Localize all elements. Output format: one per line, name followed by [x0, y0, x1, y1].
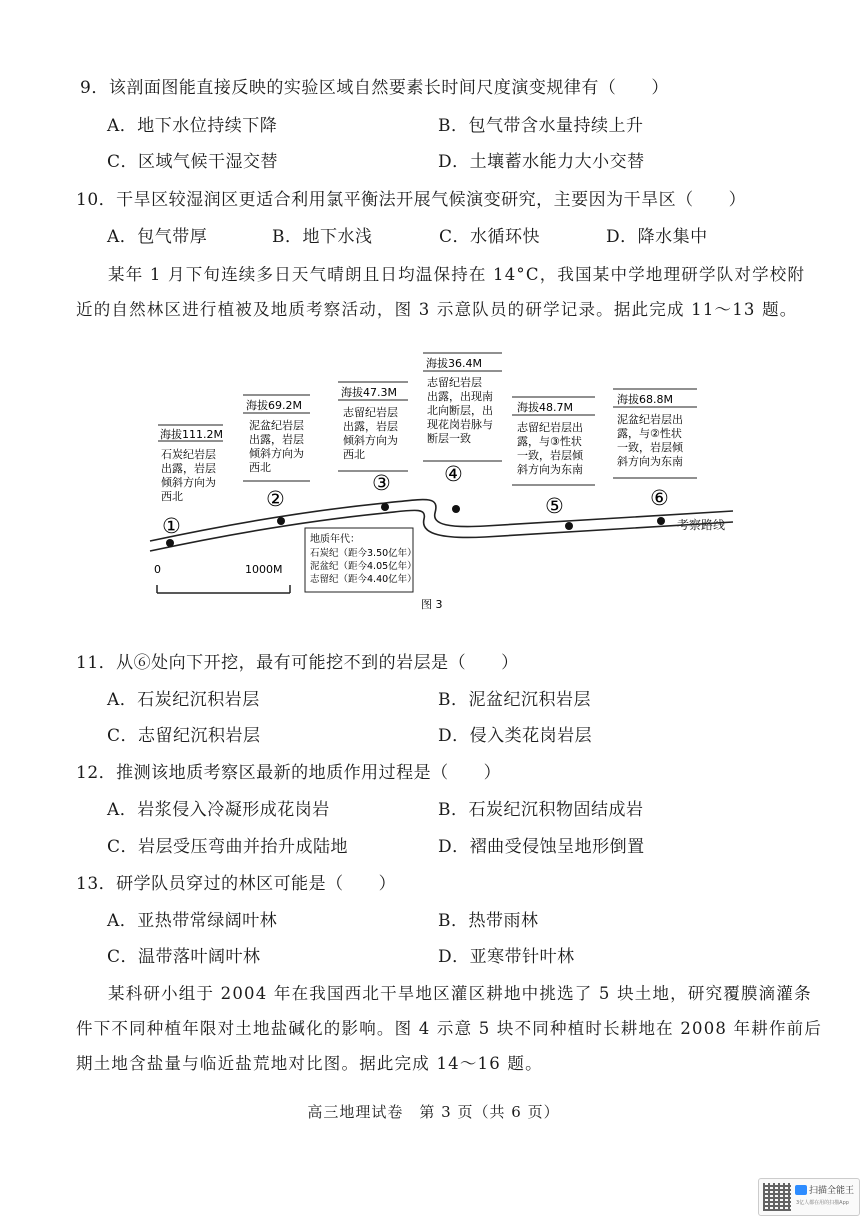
- scanner-watermark: [758, 1178, 860, 1216]
- scale-bar: [154, 563, 290, 593]
- station-5-number: ⑤: [545, 494, 564, 518]
- q12-option-c: C．岩层受压弯曲并抬升成陆地: [107, 837, 349, 857]
- route-label: 考察路线: [677, 518, 726, 532]
- station-5-line-1: 志留纪岩层出: [517, 421, 583, 434]
- question-13-stem: 13．研学队员穿过的林区可能是（ ）: [76, 874, 397, 894]
- q11-option-a: A．石炭纪沉积岩层: [107, 690, 260, 710]
- station-point-2: [277, 517, 285, 525]
- q12-option-a: A．岩浆侵入冷凝形成花岗岩: [107, 800, 330, 820]
- station-box-6: [613, 389, 697, 510]
- q10-option-b: B．地下水浅: [272, 227, 373, 247]
- q10-option-c: C．水循环快: [439, 227, 541, 247]
- scanner-tagline: 3亿人都在用的扫描App: [796, 1200, 849, 1206]
- q9-option-b: B．包气带含水量持续上升: [438, 116, 644, 136]
- page-footer: 高三地理试卷 第 3 页（共 6 页）: [307, 1103, 560, 1121]
- station-4-line-5: 断层一致: [427, 432, 471, 445]
- station-1-line-1: 石炭纪岩层: [161, 448, 216, 461]
- station-box-2: [243, 395, 310, 511]
- q9-option-c: C．区域气候干湿交替: [107, 152, 279, 172]
- q13-option-d: D．亚寒带针叶林: [438, 947, 575, 967]
- material-11-13-line1: 某年 1 月下旬连续多日天气晴朗且日均温保持在 14°C，我国某中学地理研学队对学校附: [108, 265, 806, 284]
- station-6-line-4: 斜方向为东南: [617, 455, 683, 468]
- station-6-altitude: 海拔68.8M: [617, 393, 673, 406]
- station-2-number: ②: [266, 487, 285, 511]
- svg-text:志留纪岩层出 露，与③性状 一致，岩: [517, 420, 587, 476]
- station-point-6: [657, 517, 665, 525]
- legend-row-devonian: 泥盆纪（距今4.05亿年）: [310, 561, 417, 572]
- qr-code-icon: [763, 1183, 791, 1211]
- question-9-stem: 9．该剖面图能直接反映的实验区域自然要素长时间尺度演变规律有（ ）: [80, 78, 669, 98]
- scale-zero: 0: [154, 563, 161, 576]
- station-1-altitude: 海拔111.2M: [160, 428, 223, 441]
- station-3-number: ③: [372, 471, 391, 495]
- q12-option-d: D．褶曲受侵蚀呈地形倒置: [438, 837, 645, 857]
- station-box-1: [158, 425, 223, 538]
- station-4-altitude: 海拔36.4M: [426, 357, 482, 370]
- station-5-line-2: 露，与③性状: [517, 435, 582, 448]
- station-box-4: [423, 353, 502, 486]
- figure-3-route-diagram: [145, 345, 735, 620]
- material-14-16-line3: 期土地含盐量与临近盐荒地对比图。据此完成 14～16 题。: [76, 1054, 543, 1073]
- station-3-altitude: 海拔47.3M: [341, 386, 397, 399]
- station-6-line-3: 一致，岩层倾: [617, 441, 683, 454]
- station-5-line-3: 一致，岩层倾: [517, 449, 583, 462]
- legend-title: 地质年代：: [310, 534, 360, 545]
- station-point-1: [166, 539, 174, 547]
- station-6-line-1: 泥盆纪岩层出: [617, 413, 683, 426]
- station-3-line-3: 倾斜方向为: [343, 434, 398, 447]
- station-6-line-2: 露，与②性状: [617, 427, 682, 440]
- station-2-line-2: 出露，岩层: [249, 433, 304, 446]
- q13-option-c: C．温带落叶阔叶林: [107, 947, 261, 967]
- scale-length: 1000M: [245, 563, 283, 576]
- material-11-13-line2: 近的自然林区进行植被及地质考察活动，图 3 示意队员的研学记录。据此完成 11～13 题。: [76, 300, 798, 319]
- station-2-altitude: 海拔69.2M: [246, 399, 302, 412]
- station-3-line-1: 志留纪岩层: [343, 406, 398, 419]
- station-5-altitude: 海拔48.7M: [517, 401, 573, 414]
- station-point-3: [381, 503, 389, 511]
- q11-option-b: B．泥盆纪沉积岩层: [438, 690, 591, 710]
- station-4-line-1: 志留纪岩层: [427, 376, 482, 389]
- figure-3-caption: 图 3: [421, 598, 443, 611]
- material-14-16-line1: 某科研小组于 2004 年在我国西北干旱地区灌区耕地中挑选了 5 块土地，研究覆膜滴灌条: [108, 984, 812, 1003]
- legend-row-carboniferous: 石炭纪（距今3.50亿年）: [310, 548, 417, 559]
- question-10-stem: 10．干旱区较湿润区更适合利用氯平衡法开展气候演变研究，主要因为干旱区（ ）: [76, 190, 747, 210]
- svg-text:泥盆纪岩层 出露，岩层 倾斜方向为: [249, 418, 308, 474]
- svg-text:石炭纪岩层 出露，岩层 倾斜方向为: [161, 447, 220, 503]
- station-2-line-3: 倾斜方向为: [249, 447, 304, 460]
- scanner-brand: 扫描全能王: [809, 1186, 855, 1196]
- station-2-line-4: 西北: [249, 461, 271, 474]
- legend-row-silurian: 志留纪（距今4.40亿年）: [310, 574, 417, 585]
- q11-option-d: D．侵入类花岗岩层: [438, 726, 593, 746]
- svg-text:泥盆纪岩层出 露，与②性状 一致，岩: [617, 412, 687, 468]
- station-3-line-4: 西北: [343, 448, 365, 461]
- station-box-5: [512, 397, 595, 518]
- svg-text:志留纪岩层 出露，出现南 北向断层，: [427, 375, 497, 445]
- q13-option-b: B．热带雨林: [438, 911, 539, 931]
- station-4-line-3: 北向断层，出: [427, 404, 493, 417]
- scanner-logo-icon: [795, 1185, 807, 1195]
- station-6-number: ⑥: [650, 486, 669, 510]
- station-1-number: ①: [162, 514, 181, 538]
- q10-option-a: A．包气带厚: [107, 227, 208, 247]
- station-5-line-4: 斜方向为东南: [517, 463, 583, 476]
- q13-option-a: A．亚热带常绿阔叶林: [107, 911, 278, 931]
- station-4-line-2: 出露，出现南: [427, 390, 493, 403]
- question-12-stem: 12．推测该地质考察区最新的地质作用过程是（ ）: [76, 763, 502, 783]
- station-1-line-4: 西北: [161, 490, 183, 503]
- geologic-era-legend: [305, 528, 417, 592]
- material-14-16-line2: 件下不同种植年限对土地盐碱化的影响。图 4 示意 5 块不同种植时长耕地在 2008 年耕作前后: [76, 1019, 823, 1038]
- q10-option-d: D．降水集中: [606, 227, 708, 247]
- station-3-line-2: 出露，岩层: [343, 420, 398, 433]
- q9-option-d: D．土壤蓄水能力大小交替: [438, 152, 645, 172]
- station-1-line-3: 倾斜方向为: [161, 476, 216, 489]
- station-4-number: ④: [444, 462, 463, 486]
- station-4-line-4: 现花岗岩脉与: [427, 418, 493, 431]
- station-point-5: [565, 522, 573, 530]
- station-1-line-2: 出露，岩层: [161, 462, 216, 475]
- q9-option-a: A．地下水位持续下降: [107, 116, 278, 136]
- station-2-line-1: 泥盆纪岩层: [249, 419, 304, 432]
- station-box-3: [338, 382, 408, 495]
- q11-option-c: C．志留纪沉积岩层: [107, 726, 261, 746]
- station-point-4: [452, 505, 460, 513]
- question-11-stem: 11．从⑥处向下开挖，最有可能挖不到的岩层是（ ）: [76, 653, 519, 673]
- q12-option-b: B．石炭纪沉积物固结成岩: [438, 800, 644, 820]
- svg-text:志留纪岩层 出露，岩层 倾斜方向为: [343, 405, 402, 461]
